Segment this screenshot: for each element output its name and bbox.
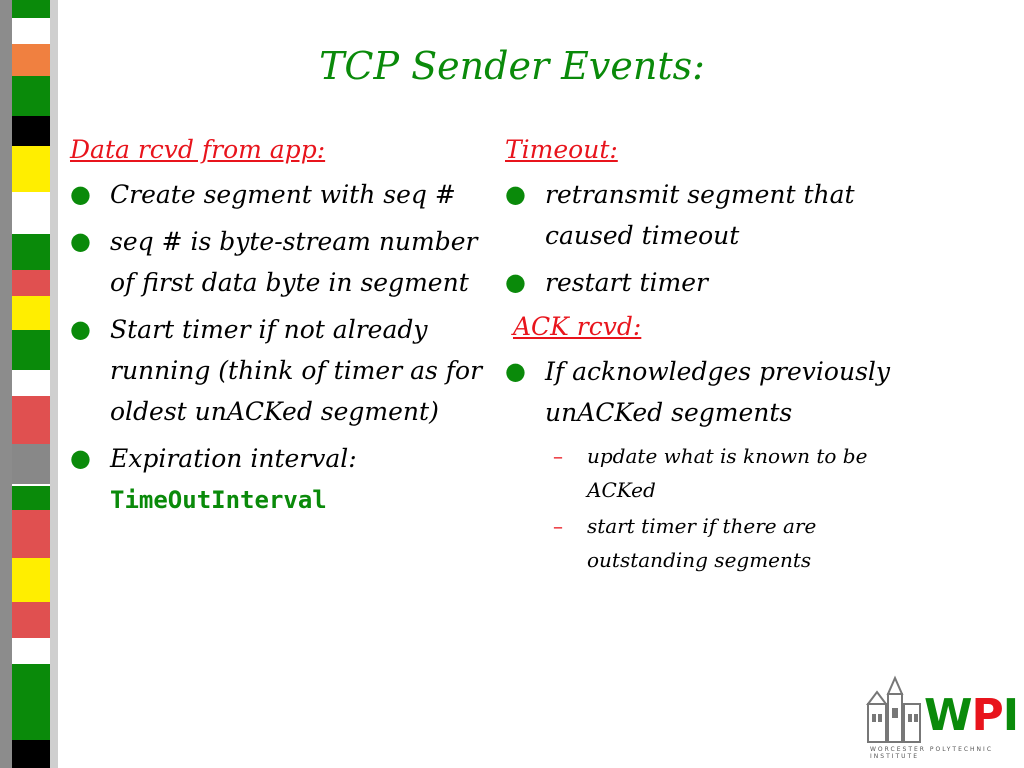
list-item-text: retransmit segment that caused timeout	[545, 180, 855, 250]
list-item	[505, 174, 905, 256]
list-item-text: Expiration interval:	[110, 444, 357, 473]
sub-list-item-text: start timer if there are outstanding segments	[587, 514, 817, 572]
bullet-icon: ●	[70, 315, 91, 343]
strip-block	[12, 486, 50, 510]
logo-letter-p: P	[971, 690, 1003, 741]
wpi-wordmark	[924, 690, 1018, 741]
strip-block	[12, 510, 50, 558]
list-item-text: If acknowledges previously unACKed segments	[545, 357, 891, 427]
bullet-icon: ●	[505, 268, 526, 296]
list-item-text: restart timer	[545, 268, 708, 297]
strip-block	[12, 558, 50, 602]
timeout-interval-code: TimeOutInterval	[110, 486, 327, 514]
logo-letter-i: I	[1002, 690, 1019, 741]
list-item	[70, 438, 490, 521]
list-item-text: seq # is byte-stream number of first data byte in segment	[110, 227, 478, 297]
strip-block	[12, 396, 50, 444]
sub-list-item-text: update what is known to be ACKed	[587, 444, 868, 502]
list-item	[505, 262, 905, 303]
right-column	[505, 132, 905, 577]
strip-block	[12, 270, 50, 296]
wpi-logo	[866, 674, 1019, 760]
data-rcvd-heading: Data rcvd from app:	[70, 135, 326, 164]
list-item	[70, 174, 490, 215]
bullet-icon: ●	[505, 180, 526, 208]
strip-rail-light	[50, 0, 58, 768]
list-item-text: Create segment with seq #	[110, 180, 456, 209]
slide-title: TCP Sender Events:	[319, 44, 705, 88]
strip-block	[12, 234, 50, 270]
logo-subtitle: WORCESTER POLYTECHNIC INSTITUTE	[870, 746, 994, 760]
strip-block	[12, 330, 50, 370]
strip-block	[12, 296, 50, 330]
bullet-icon: ●	[70, 180, 91, 208]
timeout-heading: Timeout:	[505, 135, 618, 164]
strip-rail	[0, 0, 12, 768]
strip-block	[12, 602, 50, 638]
bullet-icon: ●	[70, 227, 91, 255]
decorative-color-strip	[0, 0, 60, 768]
building-icon	[866, 674, 922, 744]
bullet-icon: ●	[70, 444, 91, 472]
strip-block	[12, 444, 50, 484]
bullet-icon: ●	[505, 357, 526, 385]
dash-icon: –	[553, 514, 563, 538]
dash-icon: –	[553, 444, 563, 468]
list-item	[70, 309, 490, 432]
strip-block	[12, 116, 50, 146]
list-item	[505, 351, 905, 433]
list-item-text: Start timer if not already running (think of timer as for oldest unACKed segment)	[110, 315, 483, 426]
sub-list-item	[505, 439, 905, 507]
logo-letter-w: W	[924, 690, 972, 741]
left-column	[70, 132, 490, 527]
sub-list-item	[505, 509, 905, 577]
list-item	[70, 221, 490, 303]
strip-block	[12, 146, 50, 192]
strip-block	[12, 0, 50, 18]
ack-rcvd-heading: ACK rcvd:	[513, 312, 642, 341]
strip-block	[12, 664, 50, 740]
strip-block	[12, 740, 50, 768]
